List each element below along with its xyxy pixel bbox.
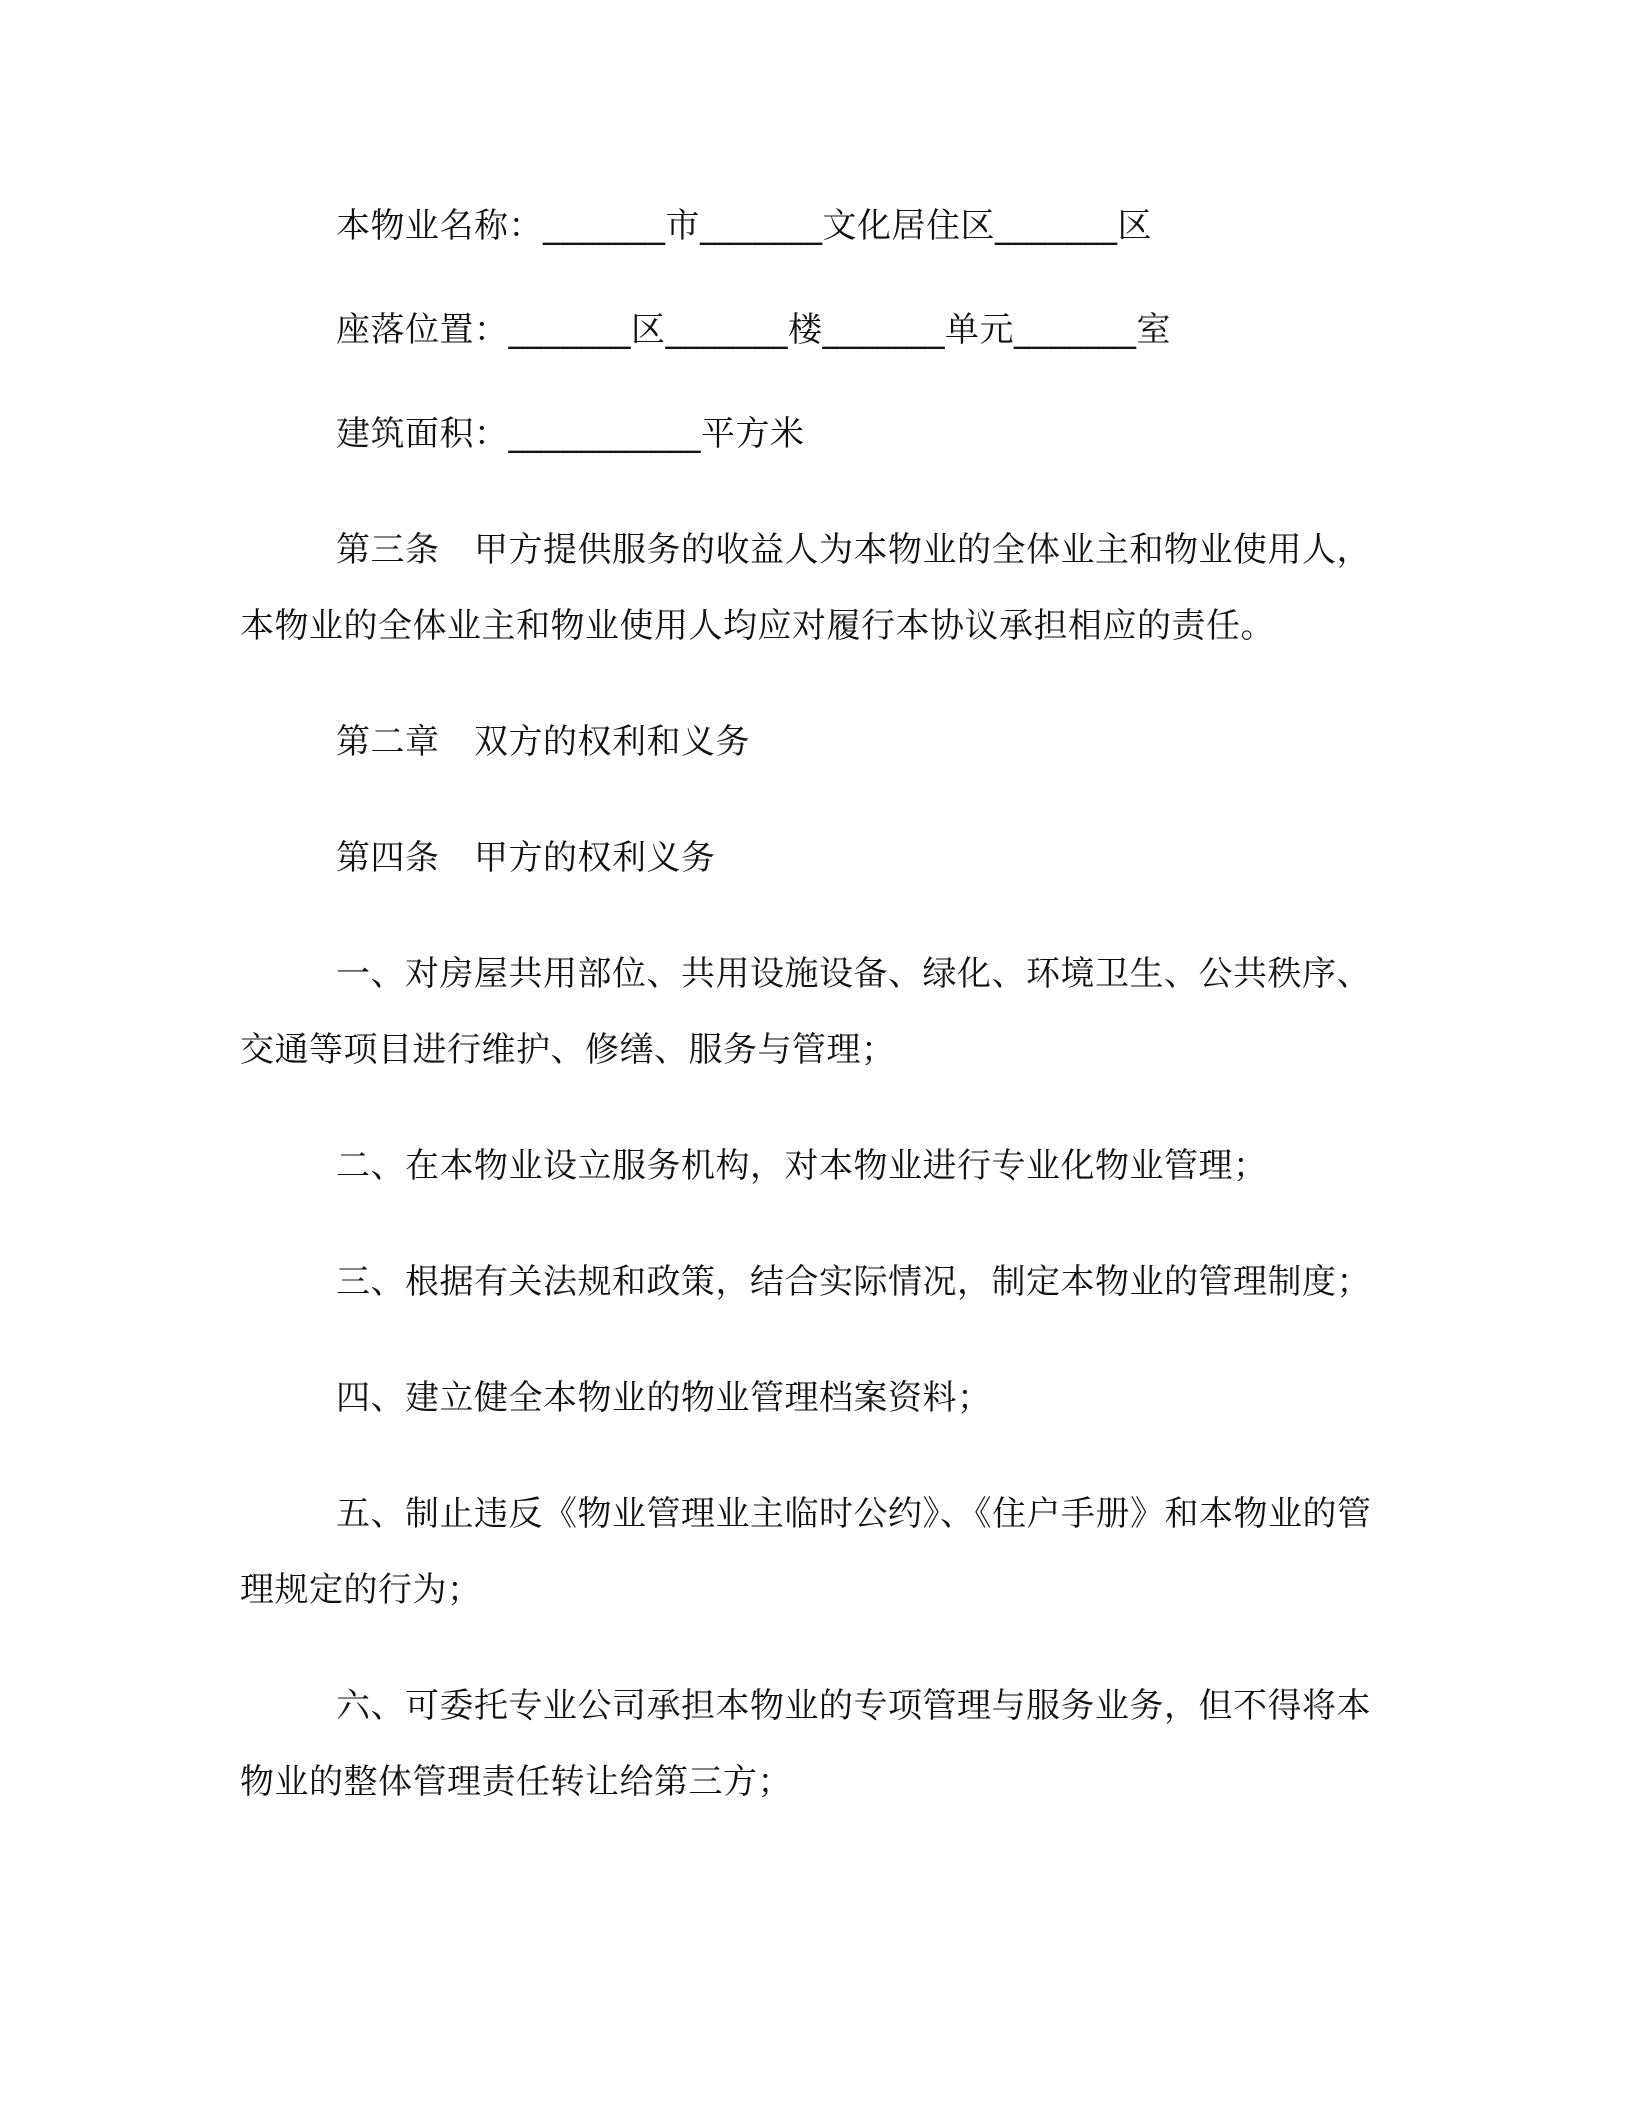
clause-2: 二、在本物业设立服务机构，对本物业进行专业化物业管理； [336,1146,1268,1186]
area-line: 建筑面积：___________平方米 [336,414,805,454]
clause-1: 一、对房屋共用部位、共用设施设备、绿化、环境卫生、公共秩序、交通等项目进行维护、修缮、服务与管理； [240,954,1371,1070]
clause-3: 三、根据有关法规和政策，结合实际情况，制定本物业的管理制度； [336,1262,1371,1302]
clause-4: 四、建立健全本物业的物业管理档案资料； [336,1378,992,1418]
document-body [240,188,1380,1860]
article-3: 第三条 甲方提供服务的收益人为本物业的全体业主和物业使用人，本物业的全体业主和物业使用人均应对履行本协议承担相应的责任。 [240,530,1371,646]
chapter-2-heading: 第二章 双方的权利和义务 [336,722,750,762]
clause-5: 五、制止违反《物业管理业主临时公约》、《住户手册》和本物业的管理规定的行为； [240,1494,1372,1610]
location-line: 座落位置：_______区_______楼_______单元_______室 [336,310,1171,350]
property-name-line: 本物业名称：_______市_______文化居住区_______区 [336,206,1152,246]
clause-6: 六、可委托专业公司承担本物业的专项管理与服务业务，但不得将本物业的整体管理责任转让给第三方； [240,1686,1371,1802]
article-4-heading: 第四条 甲方的权利义务 [336,838,716,878]
